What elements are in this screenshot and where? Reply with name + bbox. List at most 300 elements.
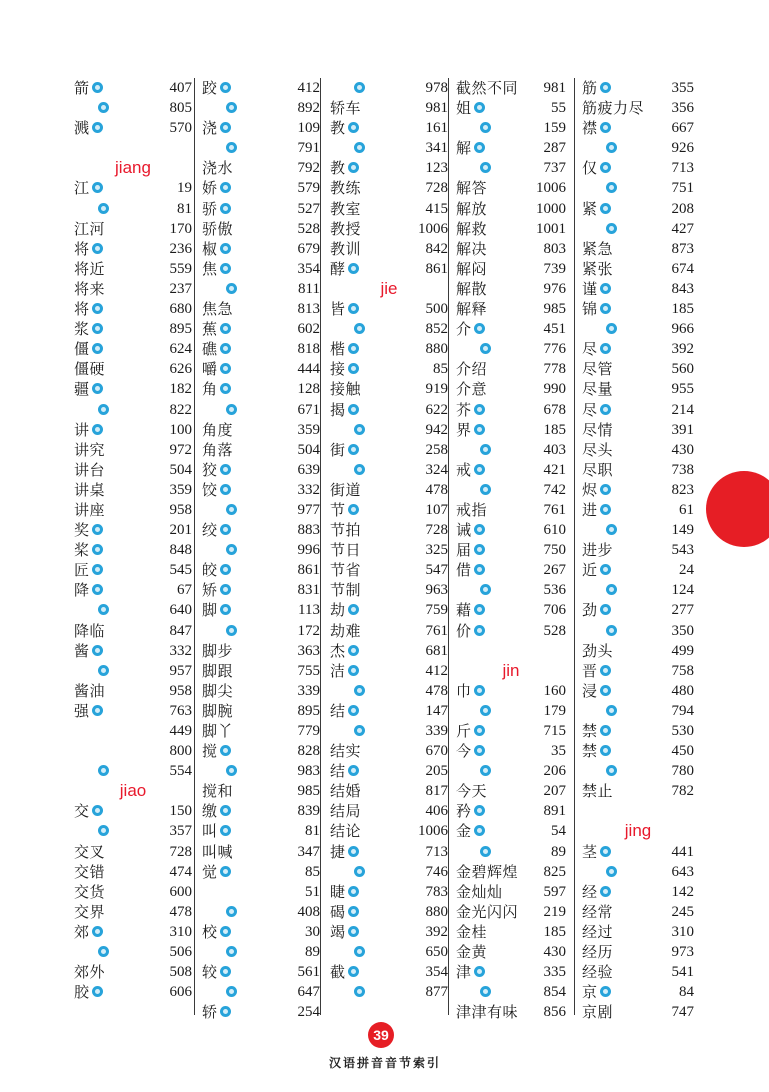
index-entry: [74, 339, 192, 359]
entry-page-number: 843: [671, 280, 694, 297]
entry-page-number: 747: [671, 1004, 694, 1021]
entry-word: 讲台: [74, 460, 106, 479]
entry-word: 郊: [74, 922, 90, 941]
index-entry: [330, 600, 448, 620]
blue-circle-marker-icon: [226, 906, 237, 917]
pinyin-section-header: [582, 821, 694, 841]
entry-word: 解散: [456, 279, 488, 298]
entry-word: 接触: [330, 380, 362, 399]
pinyin-syllable: jing: [624, 821, 652, 841]
entry-word: 金光闪闪: [456, 902, 519, 921]
entry-page-number: 392: [425, 923, 448, 940]
blue-circle-marker-icon: [474, 102, 485, 113]
blue-circle-marker-icon: [348, 906, 359, 917]
blue-circle-marker-icon: [348, 886, 359, 897]
index-entry: [456, 440, 566, 460]
entry-page-number: 783: [425, 883, 448, 900]
entry-page-number: 559: [169, 260, 192, 277]
entry-page-number: 341: [425, 140, 448, 157]
blue-circle-marker-icon: [480, 584, 491, 595]
entry-page-number: 966: [671, 321, 694, 338]
entry-page-number: 976: [543, 280, 566, 297]
entry-page-number: 758: [671, 662, 694, 679]
column-divider: [448, 78, 449, 1015]
entry-page-number: 85: [433, 361, 448, 378]
blue-circle-marker-icon: [600, 986, 611, 997]
index-entry: [456, 701, 566, 721]
blue-circle-marker-icon: [480, 444, 491, 455]
entry-page-number: 828: [297, 743, 320, 760]
entry-word: 交叉: [74, 842, 106, 861]
index-column-5: [582, 78, 694, 1022]
blue-circle-marker-icon: [220, 182, 231, 193]
entry-page-number: 363: [297, 642, 320, 659]
index-column-3: [330, 78, 448, 1002]
index-entry: [330, 862, 448, 882]
entry-page-number: 444: [297, 361, 320, 378]
index-entry: [582, 78, 694, 98]
entry-word: 节日: [330, 541, 362, 560]
blue-circle-marker-icon: [348, 926, 359, 937]
entry-page-number: 895: [169, 321, 192, 338]
entry-word: 焦: [202, 259, 218, 278]
blue-circle-marker-icon: [480, 705, 491, 716]
blue-circle-marker-icon: [348, 665, 359, 676]
blue-circle-marker-icon: [600, 604, 611, 615]
index-entry: [330, 98, 448, 118]
entry-word: 斤: [456, 722, 472, 740]
index-entry: [330, 580, 448, 600]
index-entry: [582, 982, 694, 1002]
index-entry: [202, 560, 320, 580]
entry-page-number: 430: [543, 944, 566, 961]
entry-page-number: 421: [543, 461, 566, 478]
entry-page-number: 955: [671, 381, 694, 398]
entry-word: 接: [330, 360, 346, 379]
entry-page-number: 54: [551, 823, 566, 840]
index-entry: [456, 721, 566, 741]
blue-circle-marker-icon: [600, 203, 611, 214]
blue-circle-marker-icon: [606, 223, 617, 234]
entry-page-number: 504: [169, 461, 192, 478]
entry-page-number: 973: [671, 944, 694, 961]
entry-word: 紧张: [582, 259, 614, 278]
blue-circle-marker-icon: [226, 544, 237, 555]
entry-word: 解决: [456, 239, 488, 258]
index-entry: [74, 862, 192, 882]
blue-circle-marker-icon: [92, 343, 103, 354]
index-entry: [202, 580, 320, 600]
index-entry: [456, 138, 566, 158]
blue-circle-marker-icon: [600, 404, 611, 415]
entry-word: 浆: [74, 320, 90, 339]
entry-word: 浇水: [202, 159, 234, 178]
blue-circle-marker-icon: [92, 424, 103, 435]
index-entry: [582, 199, 694, 219]
blue-circle-marker-icon: [220, 82, 231, 93]
entry-page-number: 407: [169, 80, 192, 96]
entry-page-number: 100: [169, 421, 192, 438]
entry-page-number: 474: [169, 863, 192, 880]
entry-page-number: 408: [297, 903, 320, 920]
entry-page-number: 861: [425, 260, 448, 277]
blue-circle-marker-icon: [220, 866, 231, 877]
entry-page-number: 543: [671, 542, 694, 559]
entry-word: 经: [582, 882, 598, 901]
entry-page-number: 779: [297, 723, 320, 739]
index-entry: [330, 781, 448, 801]
entry-word: 届: [456, 541, 472, 560]
blue-circle-marker-icon: [474, 604, 485, 615]
blue-circle-marker-icon: [348, 765, 359, 776]
entry-word: 骄傲: [202, 219, 234, 238]
index-entry: [582, 701, 694, 721]
blue-circle-marker-icon: [226, 404, 237, 415]
entry-word: 金桂: [456, 922, 488, 941]
index-entry: [74, 359, 192, 379]
index-entry: [456, 319, 566, 339]
entry-word: 胶: [74, 983, 90, 1002]
entry-word: 节制: [330, 581, 362, 600]
entry-page-number: 554: [169, 763, 192, 780]
index-entry: [202, 500, 320, 520]
entry-page-number: 170: [169, 220, 192, 237]
entry-word: 尽情: [582, 420, 614, 439]
blue-circle-marker-icon: [92, 243, 103, 254]
entry-page-number: 450: [671, 743, 694, 760]
entry-word: 溅: [74, 119, 90, 138]
index-entry: [582, 922, 694, 942]
entry-word: 津: [456, 963, 472, 982]
index-entry: [456, 560, 566, 580]
index-entry: [456, 621, 566, 641]
entry-page-number: 780: [671, 763, 694, 780]
index-entry: [202, 661, 320, 681]
entry-word: 交界: [74, 902, 106, 921]
blue-circle-marker-icon: [474, 745, 485, 756]
entry-word: 将近: [74, 259, 106, 278]
entry-page-number: 737: [543, 160, 566, 177]
blue-circle-marker-icon: [226, 625, 237, 636]
blue-circle-marker-icon: [600, 886, 611, 897]
entry-word: 解闷: [456, 259, 488, 278]
entry-word: 讲究: [74, 440, 106, 459]
entry-word: 跤: [202, 79, 218, 97]
blue-circle-marker-icon: [354, 946, 365, 957]
index-entry: [74, 540, 192, 560]
index-entry: [330, 962, 448, 982]
index-entry: [74, 520, 192, 540]
index-entry: [456, 600, 566, 620]
entry-word: 教室: [330, 199, 362, 218]
index-entry: [330, 178, 448, 198]
entry-word: 角落: [202, 440, 234, 459]
index-entry: [202, 78, 320, 98]
entry-word: 截: [330, 963, 346, 982]
index-entry: [202, 821, 320, 841]
entry-word: 借: [456, 561, 472, 580]
entry-word: 结: [330, 701, 346, 720]
index-entry: [74, 821, 192, 841]
blue-circle-marker-icon: [474, 424, 485, 435]
entry-page-number: 761: [543, 501, 566, 518]
blue-circle-marker-icon: [220, 524, 231, 535]
index-entry: [330, 359, 448, 379]
entry-word: 结婚: [330, 782, 362, 801]
entry-page-number: 706: [543, 602, 566, 619]
entry-word: 价: [456, 621, 472, 640]
index-entry: [74, 460, 192, 480]
blue-circle-marker-icon: [606, 323, 617, 334]
entry-word: 金碧辉煌: [456, 862, 519, 881]
index-entry: [582, 279, 694, 299]
entry-word: 浸: [582, 681, 598, 700]
index-entry: [202, 199, 320, 219]
entry-word: 狡: [202, 460, 218, 479]
blue-circle-marker-icon: [220, 805, 231, 816]
index-entry: [456, 239, 566, 259]
entry-page-number: 478: [169, 903, 192, 920]
entry-page-number: 680: [169, 301, 192, 318]
index-entry: [456, 98, 566, 118]
blue-circle-marker-icon: [226, 986, 237, 997]
entry-word: 尽头: [582, 440, 614, 459]
spacer-row: [74, 138, 192, 158]
entry-page-number: 182: [169, 381, 192, 398]
index-entry: [582, 641, 694, 661]
blue-circle-marker-icon: [474, 685, 485, 696]
entry-page-number: 109: [297, 120, 320, 137]
red-thumb-tab-icon: [706, 471, 769, 547]
entry-page-number: 441: [671, 843, 694, 860]
entry-word: 缴: [202, 802, 218, 821]
entry-page-number: 339: [425, 723, 448, 739]
entry-page-number: 541: [671, 964, 694, 981]
index-entry: [456, 500, 566, 520]
blue-circle-marker-icon: [92, 986, 103, 997]
index-entry: [330, 922, 448, 942]
blue-circle-marker-icon: [480, 846, 491, 857]
blue-circle-marker-icon: [98, 404, 109, 415]
entry-word: 节: [330, 500, 346, 519]
index-entry: [202, 922, 320, 942]
entry-word: 劫难: [330, 621, 362, 640]
entry-word: 叫喊: [202, 842, 234, 861]
index-entry: [582, 761, 694, 781]
entry-page-number: 755: [297, 662, 320, 679]
index-entry: [74, 741, 192, 761]
index-entry: [330, 339, 448, 359]
blue-circle-marker-icon: [348, 604, 359, 615]
pinyin-syllable: jiang: [115, 158, 151, 178]
index-entry: [456, 902, 566, 922]
index-entry: [74, 641, 192, 661]
entry-page-number: 818: [297, 341, 320, 358]
entry-page-number: 873: [671, 240, 694, 257]
index-entry: [202, 158, 320, 178]
entry-page-number: 600: [169, 883, 192, 900]
index-entry: [330, 540, 448, 560]
blue-circle-marker-icon: [348, 263, 359, 274]
index-entry: [202, 480, 320, 500]
index-entry: [202, 801, 320, 821]
entry-word: 京: [582, 983, 598, 1002]
entry-page-number: 794: [671, 702, 694, 719]
entry-page-number: 678: [543, 401, 566, 418]
index-entry: [74, 319, 192, 339]
entry-page-number: 1000: [536, 200, 566, 217]
entry-page-number: 606: [169, 984, 192, 1001]
index-entry: [74, 661, 192, 681]
index-entry: [456, 178, 566, 198]
blue-circle-marker-icon: [220, 825, 231, 836]
index-entry: [202, 540, 320, 560]
blue-circle-marker-icon: [600, 745, 611, 756]
entry-page-number: 332: [297, 481, 320, 498]
index-entry: [456, 801, 566, 821]
entry-page-number: 449: [169, 723, 192, 739]
index-entry: [582, 239, 694, 259]
index-entry: [74, 801, 192, 821]
index-entry: [456, 299, 566, 319]
entry-page-number: 113: [298, 602, 320, 619]
index-entry: [456, 480, 566, 500]
entry-word: 脚: [202, 601, 218, 620]
blue-circle-marker-icon: [92, 122, 103, 133]
blue-circle-marker-icon: [98, 946, 109, 957]
index-entry: [456, 400, 566, 420]
index-entry: [330, 681, 448, 701]
entry-word: 禁: [582, 742, 598, 761]
entry-word: 筋疲力尽: [582, 99, 645, 118]
page-number-badge: 39: [368, 1022, 394, 1048]
index-entry: [582, 781, 694, 801]
index-entry: [202, 641, 320, 661]
entry-word: 姐: [456, 99, 472, 118]
index-entry: [202, 379, 320, 399]
entry-page-number: 415: [425, 200, 448, 217]
blue-circle-marker-icon: [480, 765, 491, 776]
entry-word: 襟: [582, 119, 598, 138]
entry-word: 今: [456, 742, 472, 761]
blue-circle-marker-icon: [474, 625, 485, 636]
index-entry: [74, 480, 192, 500]
blue-circle-marker-icon: [92, 564, 103, 575]
entry-word: 进步: [582, 541, 614, 560]
index-entry: [74, 942, 192, 962]
blue-circle-marker-icon: [348, 705, 359, 716]
entry-page-number: 823: [671, 481, 694, 498]
blue-circle-marker-icon: [220, 464, 231, 475]
column-divider: [574, 78, 575, 1015]
index-entry: [202, 781, 320, 801]
index-entry: [582, 219, 694, 239]
entry-page-number: 817: [425, 783, 448, 800]
entry-word: 尽管: [582, 360, 614, 379]
blue-circle-marker-icon: [600, 725, 611, 736]
index-entry: [582, 661, 694, 681]
entry-page-number: 761: [425, 622, 448, 639]
index-entry: [202, 440, 320, 460]
blue-circle-marker-icon: [92, 182, 103, 193]
entry-page-number: 258: [425, 441, 448, 458]
index-entry: [330, 259, 448, 279]
index-entry: [202, 741, 320, 761]
index-column-1: [74, 78, 192, 1002]
entry-word: 讲座: [74, 500, 106, 519]
blue-circle-marker-icon: [474, 142, 485, 153]
entry-page-number: 763: [169, 702, 192, 719]
index-entry: [74, 118, 192, 138]
entry-page-number: 147: [425, 702, 448, 719]
index-entry: [74, 400, 192, 420]
index-entry: [74, 560, 192, 580]
blue-circle-marker-icon: [98, 203, 109, 214]
entry-page-number: 854: [543, 984, 566, 1001]
index-entry: [582, 681, 694, 701]
blue-circle-marker-icon: [220, 604, 231, 615]
index-entry: [202, 400, 320, 420]
entry-word: 教: [330, 119, 346, 138]
blue-circle-marker-icon: [348, 343, 359, 354]
entry-page-number: 880: [425, 903, 448, 920]
index-entry: [330, 741, 448, 761]
blue-circle-marker-icon: [606, 705, 617, 716]
entry-page-number: 185: [671, 301, 694, 318]
index-entry: [330, 460, 448, 480]
entry-page-number: 159: [543, 120, 566, 137]
entry-page-number: 667: [671, 120, 694, 137]
entry-page-number: 738: [671, 461, 694, 478]
entry-page-number: 508: [169, 964, 192, 981]
entry-page-number: 81: [305, 823, 320, 840]
entry-word: 江河: [74, 219, 106, 238]
entry-word: 锦: [582, 300, 598, 319]
index-entry: [74, 178, 192, 198]
index-entry: [202, 219, 320, 239]
entry-page-number: 958: [169, 682, 192, 699]
entry-page-number: 778: [543, 361, 566, 378]
entry-word: 降临: [74, 621, 106, 640]
entry-page-number: 919: [425, 381, 448, 398]
index-entry: [330, 379, 448, 399]
entry-word: 教练: [330, 179, 362, 198]
entry-word: 洁: [330, 661, 346, 680]
entry-page-number: 570: [169, 120, 192, 137]
entry-word: 京剧: [582, 1003, 614, 1022]
blue-circle-marker-icon: [474, 825, 485, 836]
entry-page-number: 123: [425, 160, 448, 177]
entry-page-number: 610: [543, 522, 566, 539]
index-entry: [456, 681, 566, 701]
entry-page-number: 214: [671, 401, 694, 418]
entry-word: 解: [456, 139, 472, 158]
pinyin-syllable: jie: [380, 278, 398, 298]
index-entry: [330, 420, 448, 440]
entry-page-number: 1006: [418, 823, 448, 840]
entry-page-number: 205: [425, 763, 448, 780]
blue-circle-marker-icon: [220, 584, 231, 595]
entry-page-number: 892: [297, 100, 320, 117]
blue-circle-marker-icon: [480, 122, 491, 133]
blue-circle-marker-icon: [354, 866, 365, 877]
blue-circle-marker-icon: [92, 645, 103, 656]
index-entry: [74, 199, 192, 219]
entry-word: 紧急: [582, 239, 614, 258]
entry-word: 箭: [74, 79, 90, 97]
entry-word: 仅: [582, 159, 598, 178]
blue-circle-marker-icon: [92, 82, 103, 93]
